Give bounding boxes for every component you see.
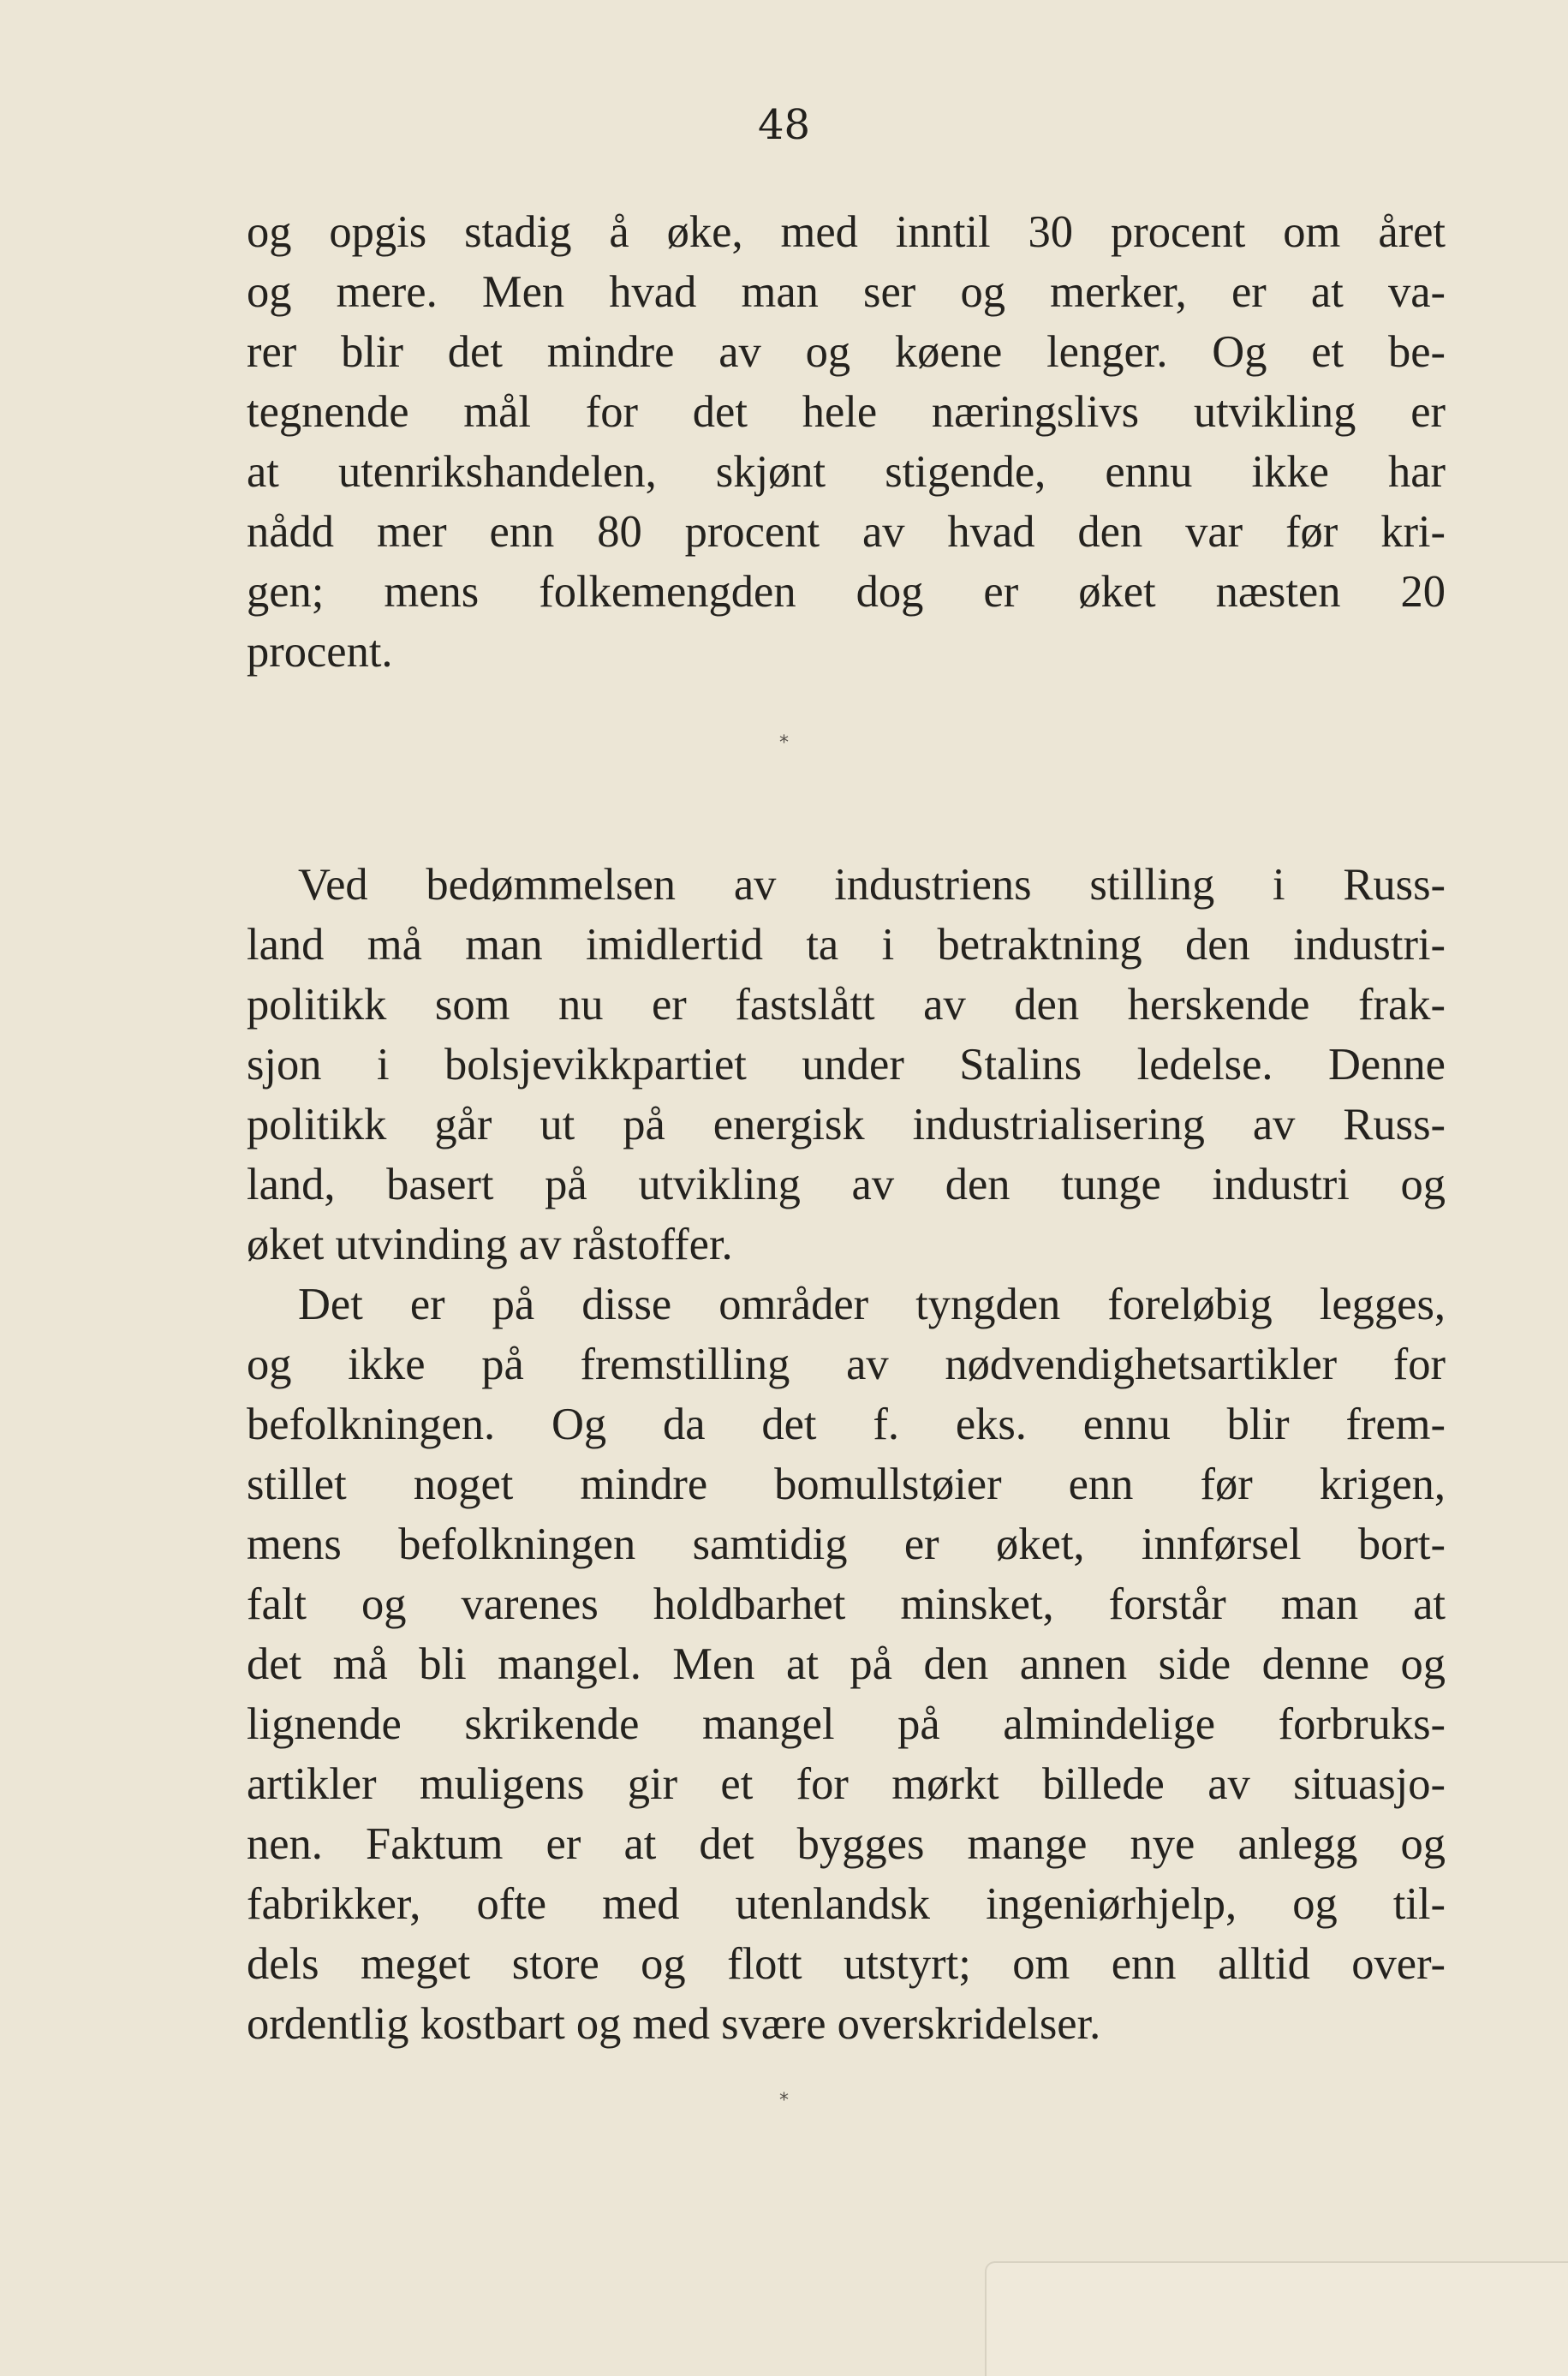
text-line: lignende skrikende mangel på almindelige forbruks- <box>247 1699 1446 1749</box>
text-line: tegnende mål for det hele næringslivs utvikling er <box>247 387 1446 437</box>
text-line: procent. <box>247 627 393 677</box>
text-line: Det er på disse områder tyngden foreløbig legges, <box>298 1280 1446 1329</box>
text-line: politikk som nu er fastslått av den herskende frak- <box>247 980 1446 1030</box>
text-line: rer blir det mindre av og køene lenger. Og et be- <box>247 327 1446 377</box>
page-number: 48 <box>757 101 811 149</box>
text-line: nådd mer enn 80 procent av hvad den var før kri- <box>247 507 1446 557</box>
text-line: stillet noget mindre bomullstøier enn før krigen, <box>247 1460 1446 1509</box>
paragraph-1 <box>247 202 1446 682</box>
text-line: øket utvinding av råstoffer. <box>247 1220 733 1269</box>
text-line: fabrikker, ofte med utenlandsk ingeniørhjelp, og til- <box>247 1879 1446 1929</box>
text-line: Ved bedømmelsen av industriens stilling i Russ- <box>298 860 1446 910</box>
text-line: artikler muligens gir et for mørkt billede av situasjo- <box>247 1759 1446 1809</box>
text-line: og mere. Men hvad man ser og merker, er at va- <box>247 267 1446 317</box>
text-line: falt og varenes holdbarhet minsket, forstår man at <box>247 1579 1446 1629</box>
text-line: land må man imidlertid ta i betraktning den industri- <box>247 920 1446 970</box>
text-line: politikk går ut på energisk industrialisering av Russ- <box>247 1100 1446 1149</box>
text-line: gen; mens folkemengden dog er øket næsten 20 <box>247 567 1446 617</box>
text-line: og opgis stadig å øke, med inntil 30 procent om året <box>247 207 1446 257</box>
paragraph-3 <box>247 1275 1446 2054</box>
text-line: dels meget store og flott utstyrt; om enn alltid over- <box>247 1939 1446 1989</box>
text-line: land, basert på utvikling av den tunge industri og <box>247 1160 1446 1209</box>
text-line: ordentlig kostbart og med svære overskridelser. <box>247 1999 1101 2049</box>
paragraph-2 <box>247 855 1446 1275</box>
section-ornament-asterisk: * <box>779 2090 789 2111</box>
text-line: og ikke på fremstilling av nødvendighetsartikler for <box>247 1340 1446 1389</box>
text-line: at utenrikshandelen, skjønt stigende, ennu ikke har <box>247 447 1446 497</box>
paper-edge-mark <box>985 2261 1568 2376</box>
text-line: befolkningen. Og da det f. eks. ennu blir frem- <box>247 1400 1446 1449</box>
text-line: sjon i bolsjevikkpartiet under Stalins ledelse. Denne <box>247 1040 1446 1089</box>
text-line: nen. Faktum er at det bygges mange nye anlegg og <box>247 1819 1446 1869</box>
text-line: det må bli mangel. Men at på den annen side denne og <box>247 1639 1446 1689</box>
text-line: mens befolkningen samtidig er øket, innførsel bort- <box>247 1519 1446 1569</box>
section-ornament-asterisk: * <box>779 732 789 754</box>
